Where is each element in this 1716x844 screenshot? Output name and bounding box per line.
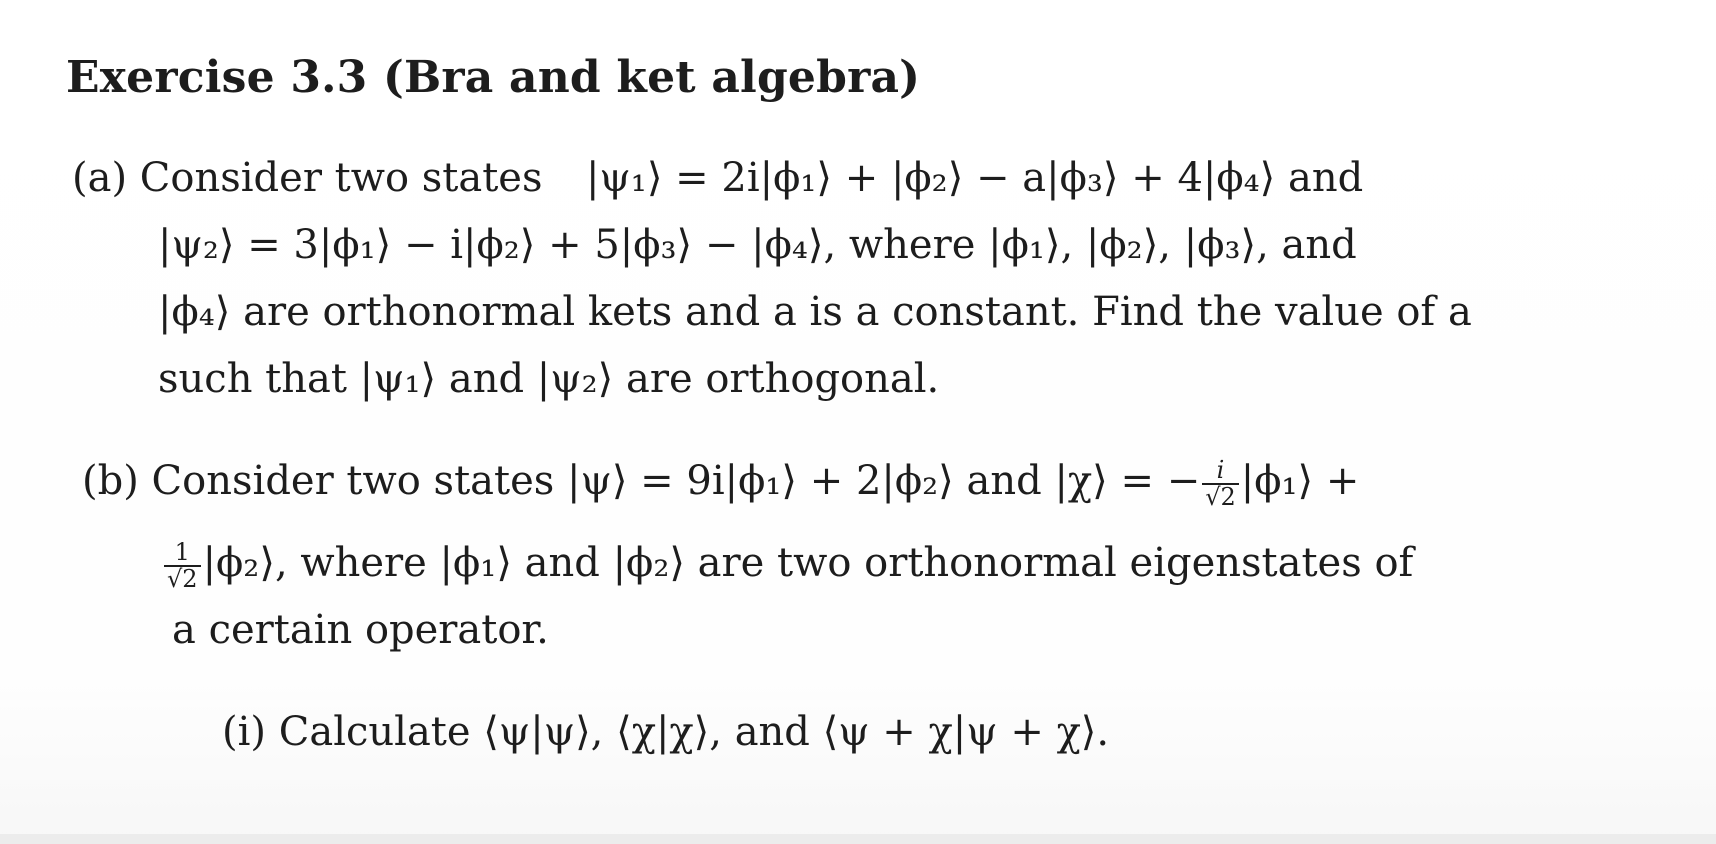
part-a-line-1 — [72, 155, 1364, 201]
part-a-line-3 — [158, 289, 1472, 335]
part-b-line-2 — [162, 540, 1413, 592]
exercise-title: Exercise 3.3 (Bra and ket algebra) — [66, 52, 921, 103]
fraction-denominator: √2 — [167, 565, 198, 594]
fraction-denominator: √2 — [1205, 483, 1236, 512]
part-a-where: where |ϕ₁⟩, |ϕ₂⟩, |ϕ₃⟩, and — [848, 222, 1357, 268]
part-a-label: (a) — [72, 155, 128, 201]
part-a-line-2 — [158, 222, 1357, 268]
part-b-i-label: (i) — [222, 709, 267, 755]
chi-definition-end: |ϕ₁⟩ + — [1240, 458, 1360, 505]
part-b-line-3 — [172, 607, 549, 653]
fraction-i-over-sqrt2 — [1202, 458, 1239, 510]
part-b-intro: Consider two states — [151, 458, 555, 505]
part-a-intro: Consider two states — [139, 155, 543, 201]
part-b-i-line — [222, 709, 1110, 755]
part-b-label: (b) — [82, 458, 139, 505]
part-b-i-text: Calculate ⟨ψ|ψ⟩, ⟨χ|χ⟩, and ⟨ψ + χ|ψ + χ⟩. — [278, 709, 1110, 755]
part-b-line-1 — [82, 458, 1359, 510]
psi2-definition: |ψ₂⟩ = 3|ϕ₁⟩ − i|ϕ₂⟩ + 5|ϕ₃⟩ − |ϕ₄⟩, — [158, 222, 837, 268]
part-a-line-4 — [158, 356, 940, 402]
fraction-numerator: 1 — [164, 540, 201, 567]
part-a-orthonormal-text: |ϕ₄⟩ are orthonormal kets and a is a constant. Find the value of a — [158, 289, 1472, 335]
part-b-eigenstates-text: |ϕ₂⟩, where |ϕ₁⟩ and |ϕ₂⟩ are two orthonormal eigenstates of — [202, 540, 1414, 587]
part-b-operator-text: a certain operator. — [172, 607, 549, 653]
part-b-and: and — [966, 458, 1042, 505]
part-a-and: and — [1288, 155, 1364, 201]
part-a-orthogonal-text: such that |ψ₁⟩ and |ψ₂⟩ are orthogonal. — [158, 356, 940, 402]
fraction-1-over-sqrt2 — [164, 540, 201, 592]
fraction-numerator: i — [1202, 458, 1239, 485]
chi-definition-start: |χ⟩ = − — [1054, 458, 1201, 505]
psi1-definition: |ψ₁⟩ = 2i|ϕ₁⟩ + |ϕ₂⟩ − a|ϕ₃⟩ + 4|ϕ₄⟩ — [585, 155, 1276, 201]
psi-definition: |ψ⟩ = 9i|ϕ₁⟩ + 2|ϕ₂⟩ — [566, 458, 954, 505]
page-bottom-edge — [0, 834, 1716, 844]
